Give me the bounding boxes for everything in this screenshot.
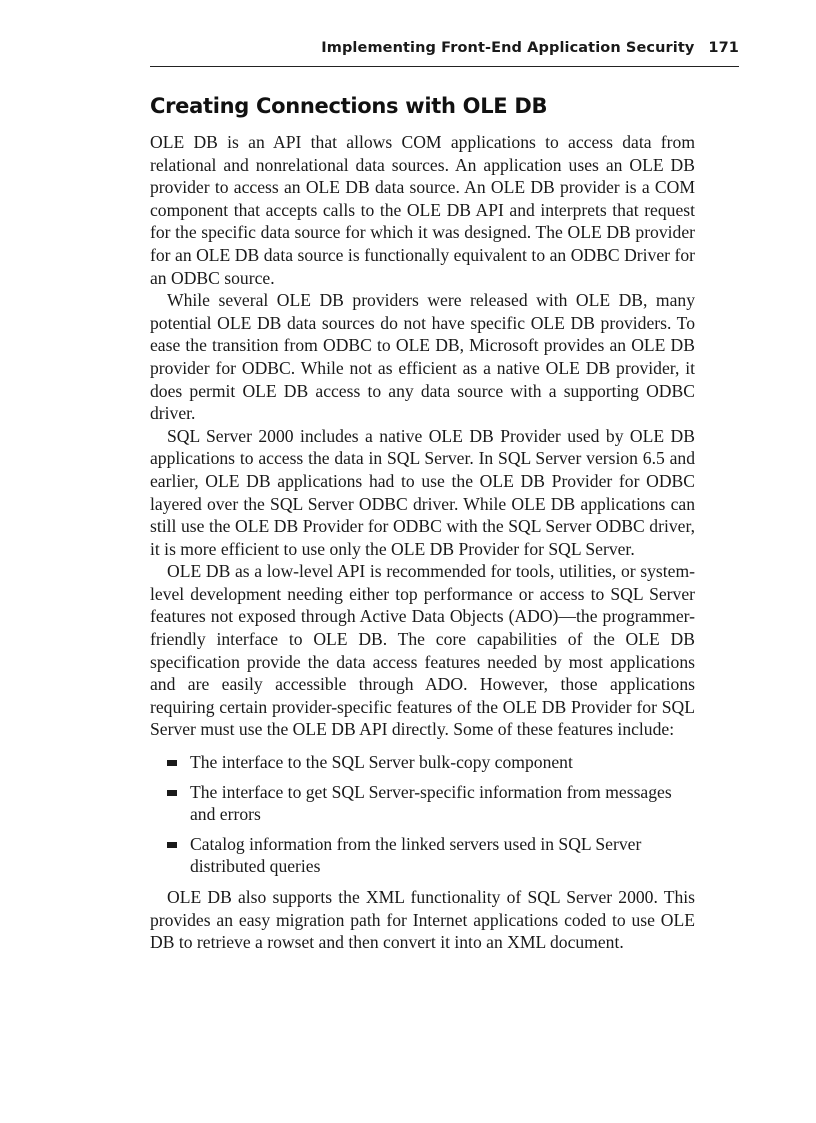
square-bullet-icon [167,842,177,848]
closing-paragraph: OLE DB also supports the XML functionality of SQL Server 2000. This provides an easy migration path for Internet applications coded to use OLE DB to retrieve a rowset and then convert it into an XML document. [150,887,695,953]
square-bullet-icon [167,760,177,766]
paragraph: While several OLE DB providers were released with OLE DB, many potential OLE DB data sources do not have specific OLE DB providers. To ease the transition from ODBC to OLE DB, Microsoft provides an OLE DB provider for ODBC. While not as efficient as a native OLE DB provider, it does permit OLE DB access to any data source with a supporting ODBC driver. [150,290,695,424]
list-item-text: The interface to get SQL Server-specific information from messages and errors [190,781,672,825]
paragraph: OLE DB as a low-level API is recommended for tools, utilities, or system-level development needing either top performance or access to SQL Server features not exposed through Active Data Objects (ADO)—the programmer-friendly interface to OLE DB. The core capabilities of the OLE DB specification provide the data access features needed by most applications and are easily accessible through ADO. However, those applications requiring certain provider-specific features of the OLE DB Provider for SQL Server must use the OLE DB API directly. Some of these features include: [150,561,695,740]
list-item [150,751,695,774]
bullet-list [150,751,695,878]
section-title: Creating Connections with OLE DB [150,94,548,118]
running-header [150,40,739,67]
paragraph: OLE DB is an API that allows COM applications to access data from relational and nonrelational data sources. An application uses an OLE DB provider to access an OLE DB data source. An OLE DB provider is a COM component that accepts calls to the OLE DB API and interprets that request for the specific data source for which it was designed. The OLE DB provider for an OLE DB data source is functionally equivalent to an ODBC Driver for an ODBC source. [150,132,695,288]
list-item-text: Catalog information from the linked servers used in SQL Server distributed queries [190,833,642,877]
page-number: 171 [708,40,739,56]
body-text [150,131,695,954]
list-item-text: The interface to the SQL Server bulk-copy component [190,752,573,773]
list-item [150,781,695,826]
square-bullet-icon [167,790,177,796]
running-title: Implementing Front-End Application Security [321,40,695,56]
paragraph: SQL Server 2000 includes a native OLE DB Provider used by OLE DB applications to access the data in SQL Server. In SQL Server version 6.5 and earlier, OLE DB applications had to use the OLE DB Provider for ODBC layered over the SQL Server ODBC driver. While OLE DB applications can still use the OLE DB Provider for ODBC with the SQL Server ODBC driver, it is more efficient to use only the OLE DB Provider for SQL Server. [150,425,695,559]
list-item [150,833,695,878]
